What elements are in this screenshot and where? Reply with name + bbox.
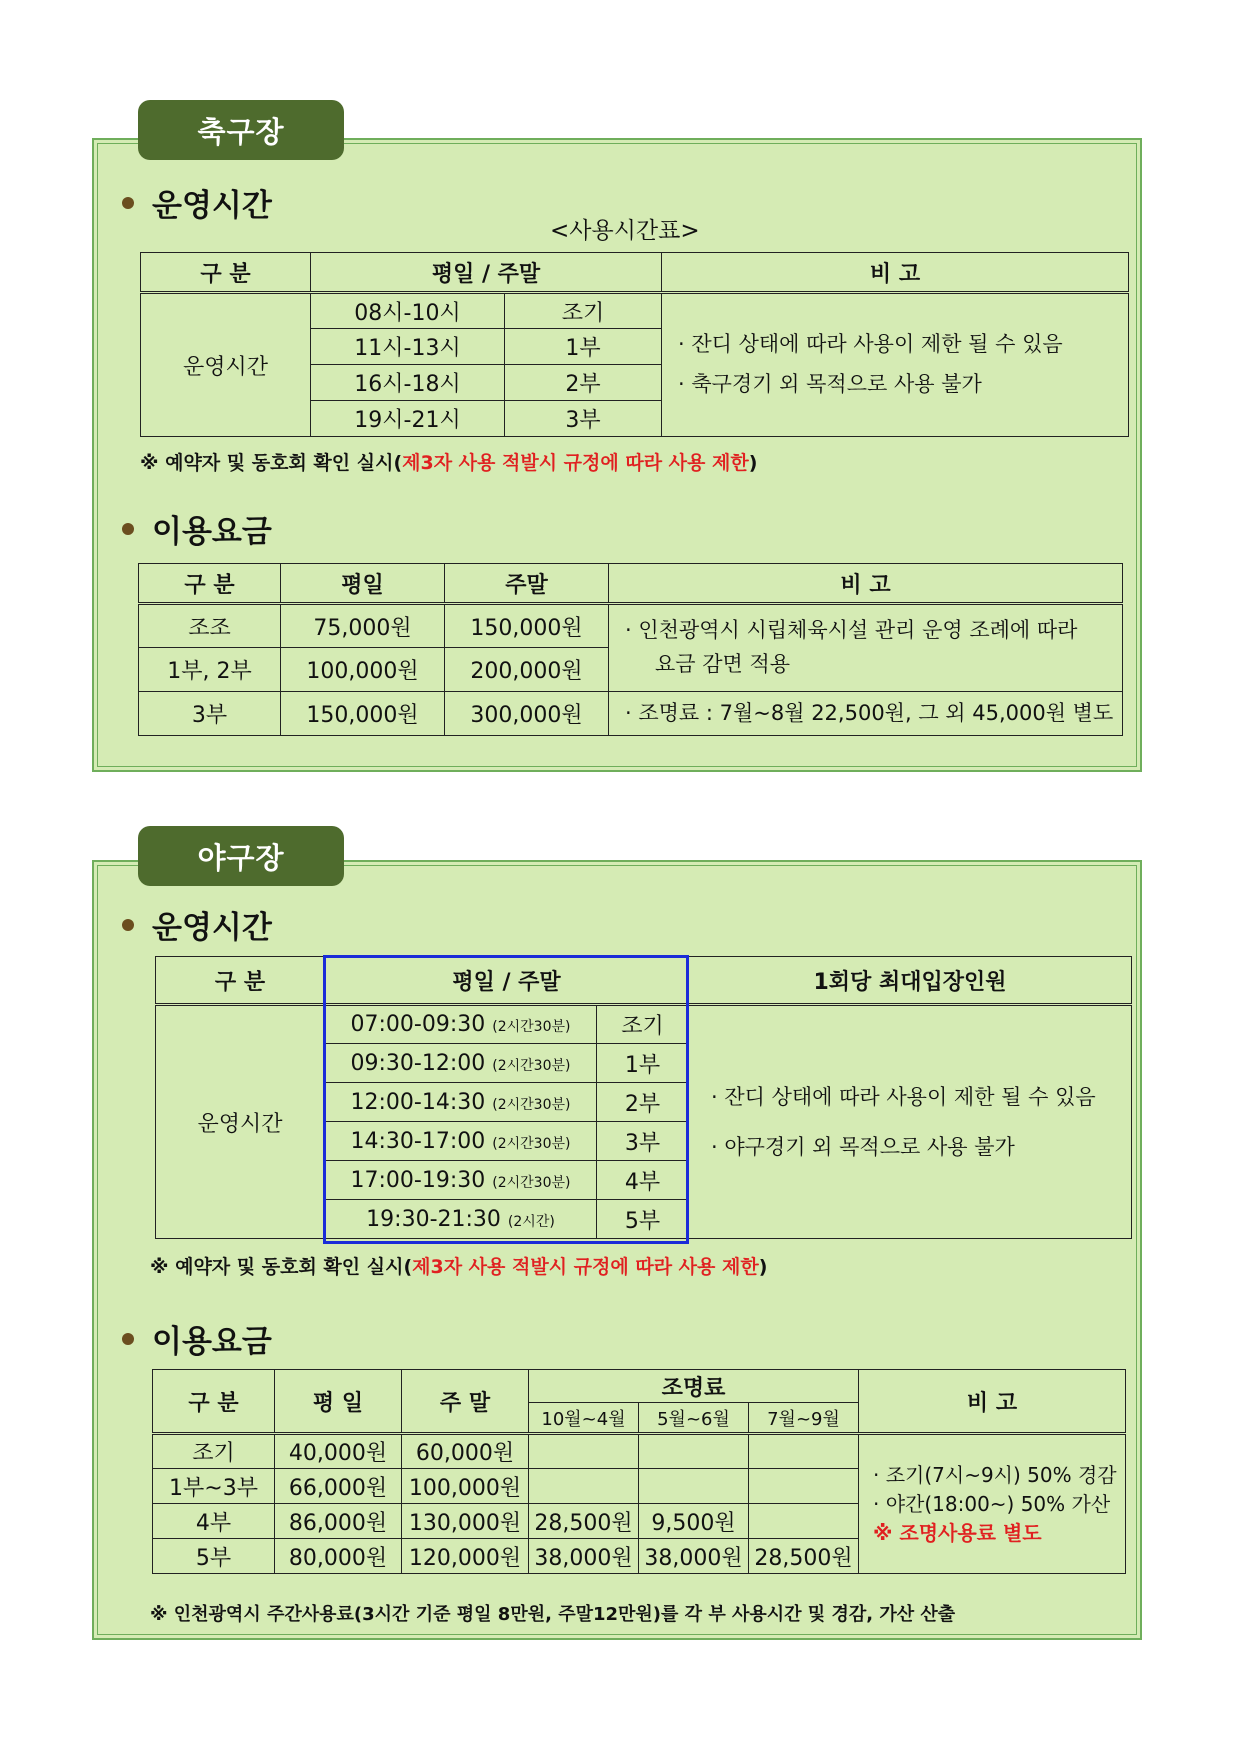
- part-cell: 5부: [597, 1200, 689, 1239]
- header-weekday: 평일: [281, 564, 445, 604]
- remark-line: · 잔디 상태에 따라 사용이 제한 될 수 있음: [711, 1084, 1096, 1109]
- header-category: 구 분: [153, 1370, 275, 1434]
- header-category: 구 분: [139, 564, 281, 604]
- soccer-fee-table: [138, 563, 1123, 736]
- remarks-cell: [859, 1434, 1126, 1574]
- remark-line: · 야구경기 외 목적으로 사용 불가: [711, 1135, 1015, 1159]
- remark-line: · 조기(7시~9시) 50% 경감: [873, 1462, 1117, 1487]
- table-row: [139, 604, 1123, 648]
- time-cell: 08시-10시: [311, 293, 505, 329]
- soccer-note: [140, 448, 757, 475]
- baseball-tab[interactable]: 야구장: [138, 826, 344, 886]
- remarks-cell: [609, 604, 1123, 692]
- header-weekend: 주말: [445, 564, 609, 604]
- remark-red: ※ 조명사용료 별도: [873, 1520, 1042, 1545]
- row-label: 1부~3부: [153, 1469, 275, 1504]
- bullet-icon: [122, 919, 134, 931]
- light-fee: [749, 1434, 859, 1469]
- weekend-fee: 100,000원: [402, 1469, 529, 1504]
- table-row: [139, 692, 1123, 736]
- weekend-fee: 200,000원: [445, 648, 609, 692]
- baseball-fee-heading: [122, 1316, 272, 1361]
- duration-text: (2시간30분): [492, 1096, 571, 1113]
- soccer-hours-heading: [122, 180, 272, 225]
- remarks-cell: [689, 1005, 1132, 1239]
- weekend-fee: 120,000원: [402, 1539, 529, 1574]
- note-prefix: ※ 예약자 및 동호회 확인 실시(: [140, 452, 403, 474]
- duration-text: (2시간30분): [492, 1019, 571, 1035]
- weekday-fee: 75,000원: [281, 604, 445, 648]
- note-red: 제3자 사용 적발시 규정에 따라 사용 제한: [412, 1256, 759, 1278]
- weekend-fee: 130,000원: [402, 1504, 529, 1539]
- part-cell: 1부: [505, 329, 662, 365]
- header-weekend: 주 말: [402, 1370, 529, 1434]
- time-text: 12:00-14:30: [350, 1089, 486, 1115]
- time-cell: 11시-13시: [311, 329, 505, 365]
- time-text: 09:30-12:00: [350, 1050, 486, 1076]
- remark-line: · 잔디 상태에 따라 사용이 제한 될 수 있음: [678, 332, 1063, 357]
- header-category: 구 분: [141, 253, 311, 293]
- weekday-fee: 86,000원: [275, 1504, 402, 1539]
- header-category: 구 분: [156, 957, 325, 1005]
- header-light: 조명료: [529, 1370, 859, 1403]
- light-fee: [639, 1434, 749, 1469]
- baseball-fee-heading-text: 이용요금: [152, 1324, 272, 1360]
- part-cell: 1부: [597, 1044, 689, 1083]
- remark-line: · 인천광역시 시립체육시설 관리 운영 조례에 따라: [625, 618, 1078, 643]
- time-cell: [325, 1161, 597, 1200]
- note-prefix: ※ 예약자 및 동호회 확인 실시(: [150, 1256, 413, 1278]
- soccer-tab[interactable]: 축구장: [138, 100, 344, 160]
- time-text: 19:30-21:30: [366, 1206, 501, 1232]
- part-cell: 3부: [597, 1122, 689, 1161]
- header-remark: 비 고: [609, 564, 1123, 604]
- soccer-fee-heading: [122, 506, 272, 551]
- weekday-fee: 150,000원: [281, 692, 445, 736]
- bullet-icon: [122, 1333, 134, 1345]
- light-fee: [749, 1469, 859, 1504]
- row-label: 4부: [153, 1504, 275, 1539]
- part-cell: 조기: [505, 293, 662, 329]
- table-row: [153, 1434, 1126, 1469]
- light-fee: [529, 1469, 639, 1504]
- header-remark: 비 고: [662, 253, 1129, 293]
- baseball-hours-table: [155, 956, 1132, 1239]
- note-red: 제3자 사용 적발시 규정에 따라 사용 제한: [402, 452, 749, 474]
- part-cell: 2부: [505, 365, 662, 401]
- header-capacity: 1회당 최대입장인원: [689, 957, 1132, 1005]
- baseball-footnote: ※ 인천광역시 주간사용료(3시간 기준 평일 8만원, 주말12만원)를 각 부 사용시간 및 경감, 가산 산출: [150, 1604, 956, 1625]
- baseball-hours-heading: [122, 902, 272, 947]
- soccer-fee-heading-text: 이용요금: [152, 514, 272, 550]
- weekend-fee: 300,000원: [445, 692, 609, 736]
- light-fee: [639, 1469, 749, 1504]
- header-time: 평일 / 주말: [325, 957, 689, 1005]
- row-label: 운영시간: [156, 1005, 325, 1239]
- light-fee: 38,000원: [639, 1539, 749, 1574]
- weekend-fee: 150,000원: [445, 604, 609, 648]
- time-text: 14:30-17:00: [350, 1128, 486, 1154]
- time-cell: [325, 1083, 597, 1122]
- soccer-hours-heading-text: 운영시간: [152, 188, 272, 224]
- duration-text: (2시간30분): [492, 1057, 571, 1074]
- time-cell: [325, 1044, 597, 1083]
- time-cell: 16시-18시: [311, 365, 505, 401]
- part-cell: 3부: [505, 401, 662, 437]
- light-period: 7월~9월: [749, 1403, 859, 1434]
- bullet-icon: [122, 523, 134, 535]
- row-label: 3부: [139, 692, 281, 736]
- table-row: [156, 1005, 1132, 1044]
- weekday-fee: 40,000원: [275, 1434, 402, 1469]
- time-text: 07:00-09:30: [350, 1012, 486, 1037]
- duration-text: (2시간): [507, 1213, 555, 1230]
- header-time: 평일 / 주말: [311, 253, 662, 293]
- part-cell: 2부: [597, 1083, 689, 1122]
- table-row: [141, 293, 1129, 329]
- light-fee: 38,000원: [529, 1539, 639, 1574]
- time-text: 17:00-19:30: [350, 1167, 486, 1193]
- baseball-hours-heading-text: 운영시간: [152, 910, 272, 946]
- row-label: 조조: [139, 604, 281, 648]
- part-cell: 조기: [597, 1005, 689, 1044]
- time-cell: [325, 1122, 597, 1161]
- header-remark: 비 고: [859, 1370, 1126, 1434]
- duration-text: (2시간30분): [492, 1135, 571, 1152]
- duration-text: (2시간30분): [492, 1174, 571, 1191]
- note-suffix: ): [758, 1256, 768, 1278]
- weekday-fee: 100,000원: [281, 648, 445, 692]
- light-fee: 9,500원: [639, 1504, 749, 1539]
- baseball-note: [150, 1252, 767, 1279]
- remark-line: · 축구경기 외 목적으로 사용 불가: [678, 372, 982, 396]
- light-period: 10월~4월: [529, 1403, 639, 1434]
- remark-line: 요금 감면 적용: [655, 652, 791, 676]
- row-label: 5부: [153, 1539, 275, 1574]
- baseball-fee-table: [152, 1369, 1126, 1574]
- light-fee: 28,500원: [749, 1539, 859, 1574]
- row-label: 조기: [153, 1434, 275, 1469]
- remarks-cell: [662, 293, 1129, 437]
- light-fee: [749, 1504, 859, 1539]
- time-cell: 19시-21시: [311, 401, 505, 437]
- remark-cell: · 조명료 : 7월~8월 22,500원, 그 외 45,000원 별도: [609, 692, 1123, 736]
- bullet-icon: [122, 197, 134, 209]
- note-suffix: ): [748, 452, 758, 474]
- row-label: 1부, 2부: [139, 648, 281, 692]
- row-label: 운영시간: [141, 293, 311, 437]
- part-cell: 4부: [597, 1161, 689, 1200]
- weekend-fee: 60,000원: [402, 1434, 529, 1469]
- light-period: 5월~6월: [639, 1403, 749, 1434]
- light-fee: 28,500원: [529, 1504, 639, 1539]
- soccer-caption: <사용시간표>: [550, 218, 700, 244]
- time-cell: [325, 1200, 597, 1239]
- header-weekday: 평 일: [275, 1370, 402, 1434]
- time-cell: [325, 1005, 597, 1044]
- soccer-hours-table: [140, 252, 1129, 437]
- light-fee: [529, 1434, 639, 1469]
- weekday-fee: 80,000원: [275, 1539, 402, 1574]
- weekday-fee: 66,000원: [275, 1469, 402, 1504]
- remark-line: · 야간(18:00~) 50% 가산: [873, 1491, 1111, 1516]
